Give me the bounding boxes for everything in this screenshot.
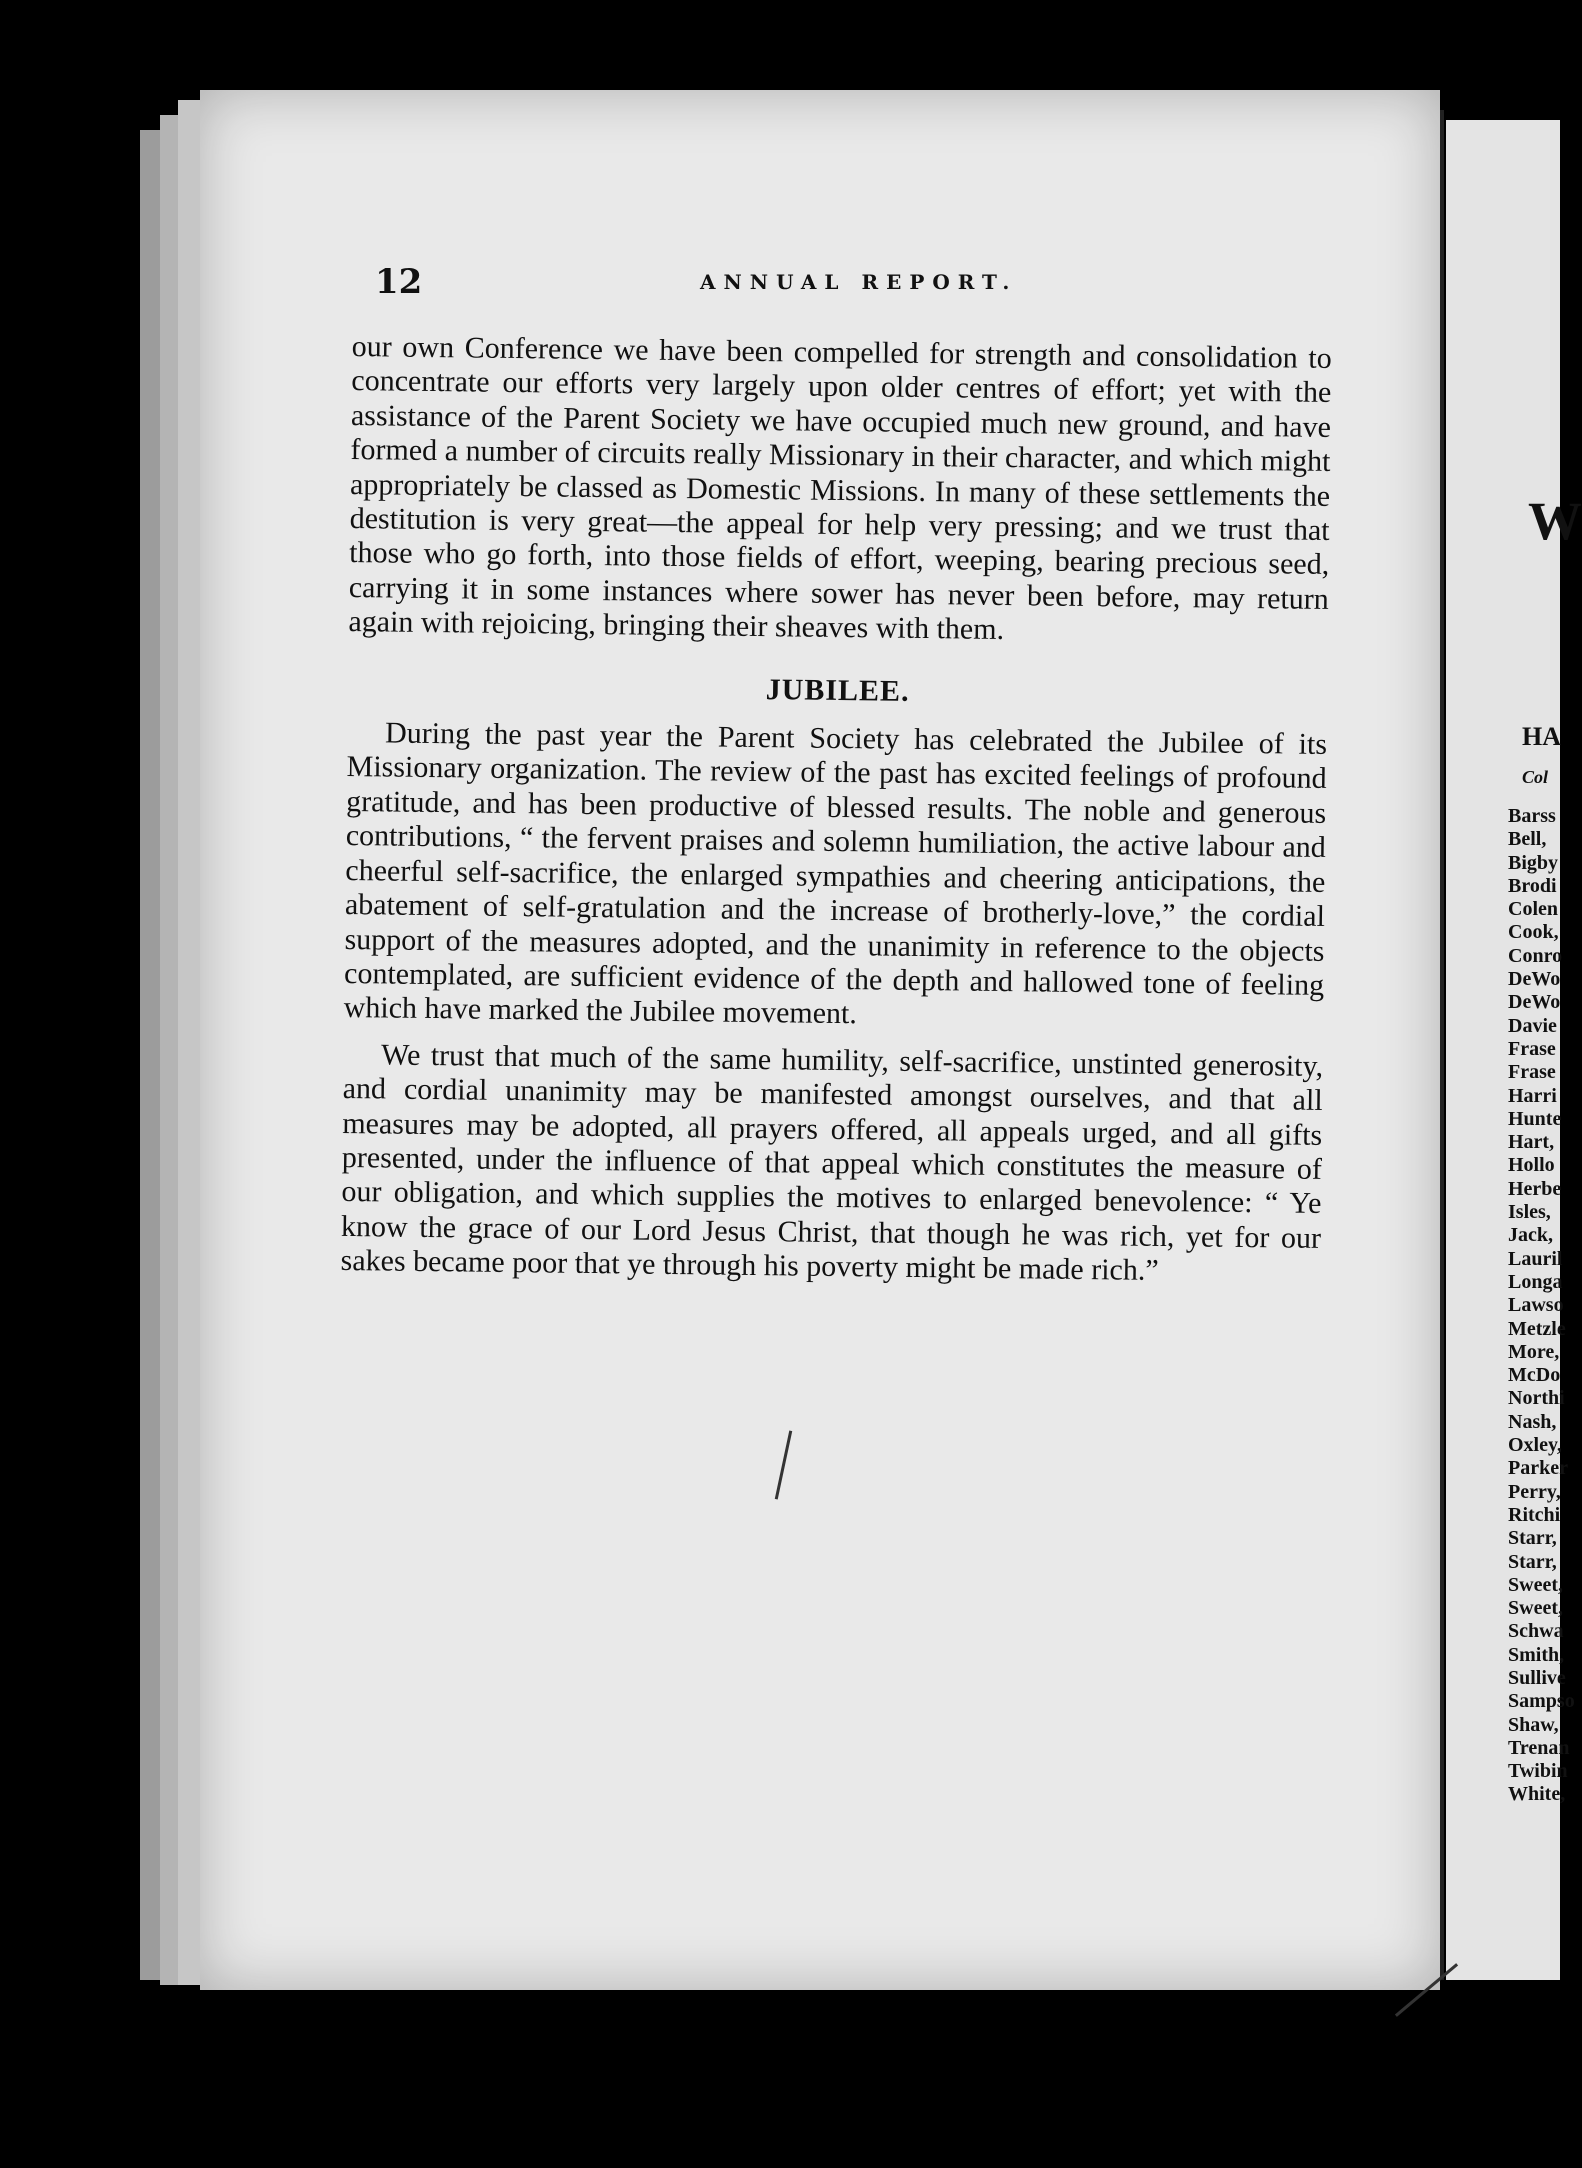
right-page-name-item: Brodi — [1508, 874, 1557, 897]
right-page-name-list — [1508, 805, 1575, 1807]
right-page-name-item: McDo — [1508, 1364, 1561, 1387]
right-page-name-item: Frase — [1508, 1037, 1556, 1060]
right-page-name-item: Conro — [1508, 944, 1563, 967]
right-page-name-item: Smith, — [1508, 1643, 1565, 1666]
right-page-name-item: Metzle — [1508, 1317, 1566, 1340]
right-page-name-item: Davie — [1508, 1014, 1557, 1037]
right-page-name-item: Cook, — [1508, 921, 1559, 944]
page-number: 12 — [375, 262, 423, 302]
right-page-large-letter: W — [1528, 491, 1582, 551]
page-body — [340, 330, 1332, 1290]
right-page-name-item: Harri — [1508, 1084, 1557, 1107]
right-page-name-item: DeWo — [1508, 991, 1561, 1014]
gutter-shadow — [1440, 110, 1444, 1980]
right-page-name-item: Northi — [1508, 1387, 1565, 1410]
right-page-name-item: Oxley, — [1508, 1434, 1562, 1457]
right-page-heading: HA — [1522, 722, 1561, 751]
right-page-name-item: Hollo — [1508, 1154, 1555, 1177]
right-page-name-item: Sullive — [1508, 1666, 1566, 1689]
right-page-name-item: Lawso — [1508, 1294, 1564, 1317]
right-page-name-item: Hart, — [1508, 1131, 1555, 1154]
right-page-name-item: More, — [1508, 1340, 1560, 1363]
right-page-name-item: Starr, — [1508, 1550, 1557, 1573]
paragraph-humility: We trust that much of the same humility, self-sacrifice, unstinted generosity, and cordial unanimity may be manifested amongst ourselves, and that all measures may be adopted, all prayers offered, all appeals urged, and all gifts presented, under the influence of that appeal which constitutes the measure of our obligation, and which supplies the motives to enlarged benevolence: “ Ye know the grace of our Lord Jesus Christ, that though he was rich, yet for our sakes became poor that ye through his poverty might be made rich.” — [340, 1038, 1324, 1288]
right-page-name-item: Longa — [1508, 1270, 1563, 1293]
running-title: ANNUAL REPORT. — [700, 270, 1018, 294]
right-page-name-item: Hunte — [1508, 1107, 1562, 1130]
right-page-name-item: Herbe — [1508, 1177, 1562, 1200]
right-page-name-item: White, — [1508, 1783, 1566, 1806]
right-page-name-item: Sampso — [1508, 1690, 1575, 1713]
right-page-name-item: Sweet, — [1508, 1573, 1563, 1596]
right-page-name-item: Shaw, — [1508, 1713, 1559, 1736]
right-page-name-item: Parker — [1508, 1457, 1568, 1480]
right-page-name-item: Frase — [1508, 1061, 1556, 1084]
right-page-name-item: Colen — [1508, 898, 1558, 921]
right-page-name-item: Perry, — [1508, 1480, 1561, 1503]
right-page-name-item: Starr, — [1508, 1527, 1557, 1550]
section-heading-jubilee: JUBILEE. — [765, 672, 910, 708]
right-page-name-item: Twibin — [1508, 1760, 1568, 1783]
right-page-column-label: Col — [1522, 767, 1549, 787]
right-page-name-item: Sweet, — [1508, 1597, 1563, 1620]
right-page-name-item: Jack, — [1508, 1224, 1553, 1247]
right-page — [1446, 120, 1582, 1980]
right-page-name-item: Schwa — [1508, 1620, 1564, 1643]
paragraph-continued: our own Conference we have been compelled for strength and consolidation to concentrate our efforts very largely upon older centres of effort; yet with the assistance of the Parent Society we have occupied much new ground, and have formed a number of circuits really Missionary in their character, and which might appropriately be classed as Domestic Missions. In many of these settlements the destitution is very great—the appeal for help very pressing; and we trust that those who go forth, into those fields of effort, weeping, bearing precious seed, carrying it in some instances where sower has never been before, may return again with rejoicing, bringing their sheaves with them. — [348, 330, 1332, 647]
paragraph-jubilee: During the past year the Parent Society has celebrated the Jubilee of its Missionary organization. The review of the past has excited feelings of profound gratitude, and has been productive of blessed results. The noble and generous contributions, “ the fervent praises and solemn humiliation, the active labour and cheerful self-sacrifice, the enlarged sympathies and cheering anticipations, the abatement of self-gratulation and the increase of brotherly-love,” the cordial support of the measures adopted, and the unanimity in reference to the objects contemplated, are sufficient evidence of the depth and hallowed tone of feeling which have marked the Jubilee movement. — [343, 716, 1328, 1031]
right-page-name-item: Lauril — [1508, 1247, 1563, 1270]
right-page-name-item: Bigby — [1508, 851, 1559, 874]
right-page-name-item: Bell, — [1508, 828, 1547, 851]
right-page-name-item: Nash, — [1508, 1410, 1557, 1433]
right-page-name-item: Barss — [1508, 805, 1556, 827]
right-page-name-item: Ritchi — [1508, 1503, 1561, 1526]
right-page-name-item: DeWo — [1508, 968, 1561, 991]
right-page-name-item: Isles, — [1508, 1201, 1551, 1224]
right-page-name-item: Trenan — [1508, 1736, 1570, 1759]
